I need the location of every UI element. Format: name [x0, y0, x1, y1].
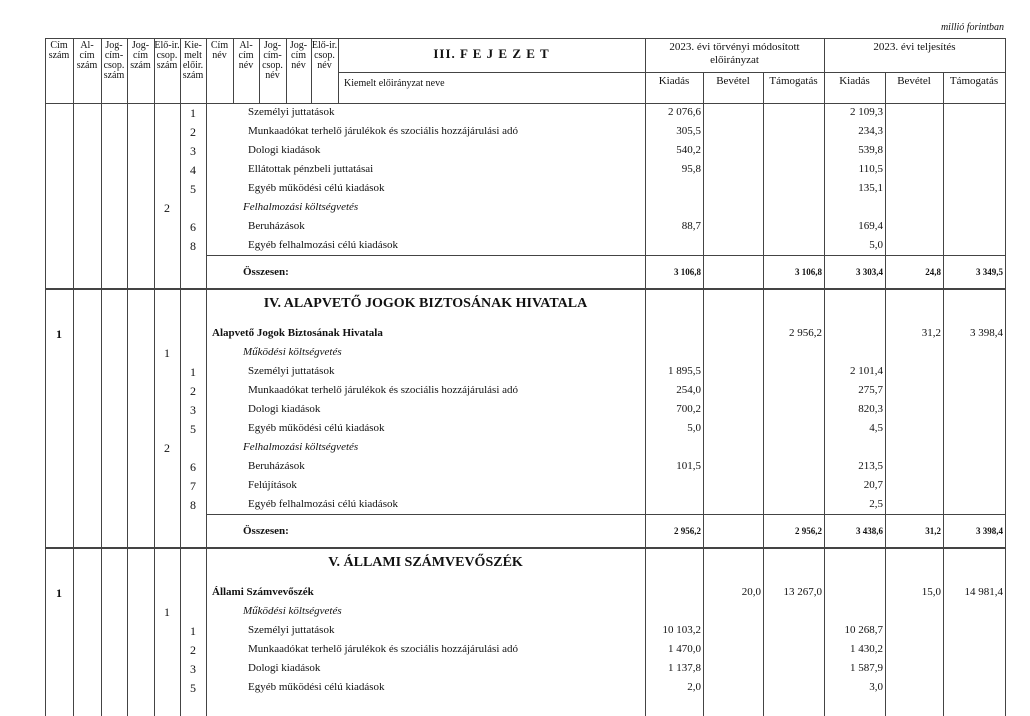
eloir-csop-number: 1	[164, 346, 170, 360]
value-cell: 2 109,3	[850, 106, 883, 118]
value-cell: 101,5	[676, 460, 701, 472]
row-name: Felújítások	[248, 479, 297, 491]
header-col-4: Elő-ir. csop. szám	[154, 40, 180, 71]
kiemelt-number: 6	[190, 460, 196, 474]
header-col-6: Cím név	[210, 40, 229, 61]
value-cell: 10 103,2	[662, 624, 701, 636]
row-name: Dologi kiadások	[248, 144, 321, 156]
row-name: Összesen:	[243, 525, 289, 537]
value-cell: 2 101,4	[850, 365, 883, 377]
row-name: Működési költségvetés	[243, 605, 342, 617]
total-top-line	[206, 255, 1005, 256]
header-top-line	[45, 38, 1005, 39]
row-name: Egyéb működési célú kiadások	[248, 422, 385, 434]
kiemelt-number: 7	[190, 479, 196, 493]
column-divider	[1005, 38, 1006, 716]
header-col-5: Kie-melt előir. szám	[182, 40, 204, 81]
header-col-9: Jog-cím név	[289, 40, 308, 71]
name-col-header: Kiemelt előirányzat neve	[344, 78, 445, 89]
value-cell: 10 268,7	[844, 624, 883, 636]
kiemelt-number: 8	[190, 498, 196, 512]
value-cell: 2 076,6	[668, 106, 701, 118]
value-cell: 13 267,0	[783, 586, 822, 598]
column-divider	[645, 38, 646, 716]
row-name: Egyéb felhalmozási célú kiadások	[248, 498, 398, 510]
value-cell: 2,0	[687, 681, 701, 693]
value-cell: 2 956,2	[789, 327, 822, 339]
row-name: Beruházások	[248, 220, 305, 232]
eloir-csop-number: 2	[164, 201, 170, 215]
value-cell: 2 956,2	[674, 526, 701, 536]
row-name: Felhalmozási költségvetés	[243, 441, 359, 453]
value-cell: 1 430,2	[850, 643, 883, 655]
header-sub-2: Támogatás	[769, 75, 818, 87]
header-col-0: Cím szám	[48, 40, 70, 61]
value-cell: 3 398,4	[970, 327, 1003, 339]
column-divider	[45, 38, 46, 716]
value-cell: 305,5	[676, 125, 701, 137]
row-name: Személyi juttatások	[248, 106, 335, 118]
row-name: Összesen:	[243, 266, 289, 278]
value-cell: 3 438,6	[856, 526, 883, 536]
value-cell: 3 106,8	[795, 267, 822, 277]
value-cell: 539,8	[858, 144, 883, 156]
row-name: Állami Számvevőszék	[212, 586, 314, 598]
value-cell: 88,7	[681, 220, 701, 232]
row-name: Munkaadókat terhelő járulékok és szociális hozzájárulási adó	[248, 125, 519, 137]
value-cell: 95,8	[681, 163, 701, 175]
header-sub-1: Bevétel	[716, 75, 750, 87]
kiemelt-number: 5	[190, 422, 196, 436]
kiemelt-number: 1	[190, 106, 196, 120]
value-cell: 20,7	[863, 479, 883, 491]
row-name: Alapvető Jogok Biztosának Hivatala	[212, 327, 383, 339]
value-cell: 1 895,5	[668, 365, 701, 377]
header-sub-line	[645, 72, 1005, 73]
value-cell: 234,3	[858, 125, 883, 137]
value-cell: 20,0	[741, 586, 761, 598]
header-group-actual: 2023. évi teljesítés	[873, 41, 956, 53]
value-cell: 3 106,8	[674, 267, 701, 277]
row-name: Egyéb működési célú kiadások	[248, 681, 385, 693]
value-cell: 14 981,4	[964, 586, 1003, 598]
value-cell: 820,3	[858, 403, 883, 415]
header-sub-4: Bevétel	[897, 75, 931, 87]
kiemelt-number: 1	[190, 624, 196, 638]
value-cell: 135,1	[858, 182, 883, 194]
value-cell: 2 956,2	[795, 526, 822, 536]
kiemelt-number: 3	[190, 662, 196, 676]
value-cell: 540,2	[676, 144, 701, 156]
header-sub-3: Kiadás	[839, 75, 870, 87]
value-cell: 31,2	[921, 327, 941, 339]
eloir-csop-number: 1	[164, 605, 170, 619]
row-name: Dologi kiadások	[248, 403, 321, 415]
value-cell: 254,0	[676, 384, 701, 396]
row-name: Személyi juttatások	[248, 624, 335, 636]
value-cell: 110,5	[858, 163, 883, 175]
column-divider	[943, 72, 944, 716]
value-cell: 213,5	[858, 460, 883, 472]
column-divider	[101, 38, 102, 716]
section-title: IV. ALAPVETŐ JOGOK BIZTOSÁNAK HIVATALA	[263, 296, 588, 311]
value-cell: 5,0	[869, 239, 883, 251]
column-divider	[824, 38, 825, 716]
cim-number: 1	[56, 327, 62, 341]
value-cell: 700,2	[676, 403, 701, 415]
section-end-line	[45, 288, 1005, 290]
section-title: V. ÁLLAMI SZÁMVEVŐSZÉK	[328, 555, 523, 570]
value-cell: 275,7	[858, 384, 883, 396]
header-bottom-line	[45, 103, 1005, 104]
kiemelt-number: 2	[190, 643, 196, 657]
kiemelt-number: 2	[190, 384, 196, 398]
value-cell: 24,8	[925, 267, 941, 277]
row-name: Személyi juttatások	[248, 365, 335, 377]
value-cell: 3 303,4	[856, 267, 883, 277]
column-divider	[73, 38, 74, 716]
header-sub-5: Támogatás	[949, 75, 999, 87]
value-cell: 1 137,8	[668, 662, 701, 674]
row-name: Ellátottak pénzbeli juttatásai	[248, 163, 374, 175]
header-col-10: Elő-ir. csop. név	[311, 40, 338, 71]
value-cell: 3 398,4	[976, 526, 1003, 536]
row-name: Munkaadókat terhelő járulékok és szociális hozzájárulási adó	[248, 384, 519, 396]
value-cell: 1 470,0	[668, 643, 701, 655]
kiemelt-number: 2	[190, 125, 196, 139]
value-cell: 1 587,9	[850, 662, 883, 674]
value-cell: 5,0	[687, 422, 701, 434]
column-divider	[885, 72, 886, 716]
kiemelt-number: 3	[190, 144, 196, 158]
value-cell: 15,0	[921, 586, 941, 598]
kiemelt-number: 4	[190, 163, 196, 177]
header-col-2: Jog-cím-csop. szám	[103, 40, 125, 81]
kiemelt-number: 8	[190, 239, 196, 253]
header-col-1: Al-cím szám	[76, 40, 98, 71]
row-name: Egyéb felhalmozási célú kiadások	[248, 239, 398, 251]
row-name: Munkaadókat terhelő járulékok és szociális hozzájárulási adó	[248, 643, 519, 655]
value-cell: 2,5	[869, 498, 883, 510]
header-col-3: Jog-cím szám	[130, 40, 151, 71]
chapter-title: III. F E J E Z E T	[433, 46, 550, 61]
column-divider	[763, 72, 764, 716]
total-top-line	[206, 514, 1005, 515]
kiemelt-number: 1	[190, 365, 196, 379]
header-group-planned: 2023. évi törvényi módosított előirányzat	[669, 41, 800, 66]
column-divider	[206, 38, 207, 716]
header-col-7: Al-cím név	[238, 40, 254, 71]
row-name: Felhalmozási költségvetés	[243, 201, 359, 213]
header-col-8: Jog-cím-csop. név	[262, 40, 283, 81]
unit-label: millió forintban	[940, 22, 1004, 33]
value-cell: 4,5	[869, 422, 883, 434]
row-name: Dologi kiadások	[248, 662, 321, 674]
value-cell: 31,2	[925, 526, 941, 536]
value-cell: 169,4	[858, 220, 883, 232]
value-cell: 3,0	[869, 681, 883, 693]
eloir-csop-number: 2	[164, 441, 170, 455]
cim-number: 1	[56, 586, 62, 600]
kiemelt-number: 6	[190, 220, 196, 234]
kiemelt-number: 3	[190, 403, 196, 417]
row-name: Beruházások	[248, 460, 305, 472]
value-cell: 3 349,5	[976, 267, 1003, 277]
kiemelt-number: 5	[190, 182, 196, 196]
section-end-line	[45, 547, 1005, 549]
column-divider	[703, 72, 704, 716]
row-name: Működési költségvetés	[243, 346, 342, 358]
header-sub-0: Kiadás	[658, 75, 690, 87]
column-divider	[127, 38, 128, 716]
row-name: Egyéb működési célú kiadások	[248, 182, 385, 194]
kiemelt-number: 5	[190, 681, 196, 695]
